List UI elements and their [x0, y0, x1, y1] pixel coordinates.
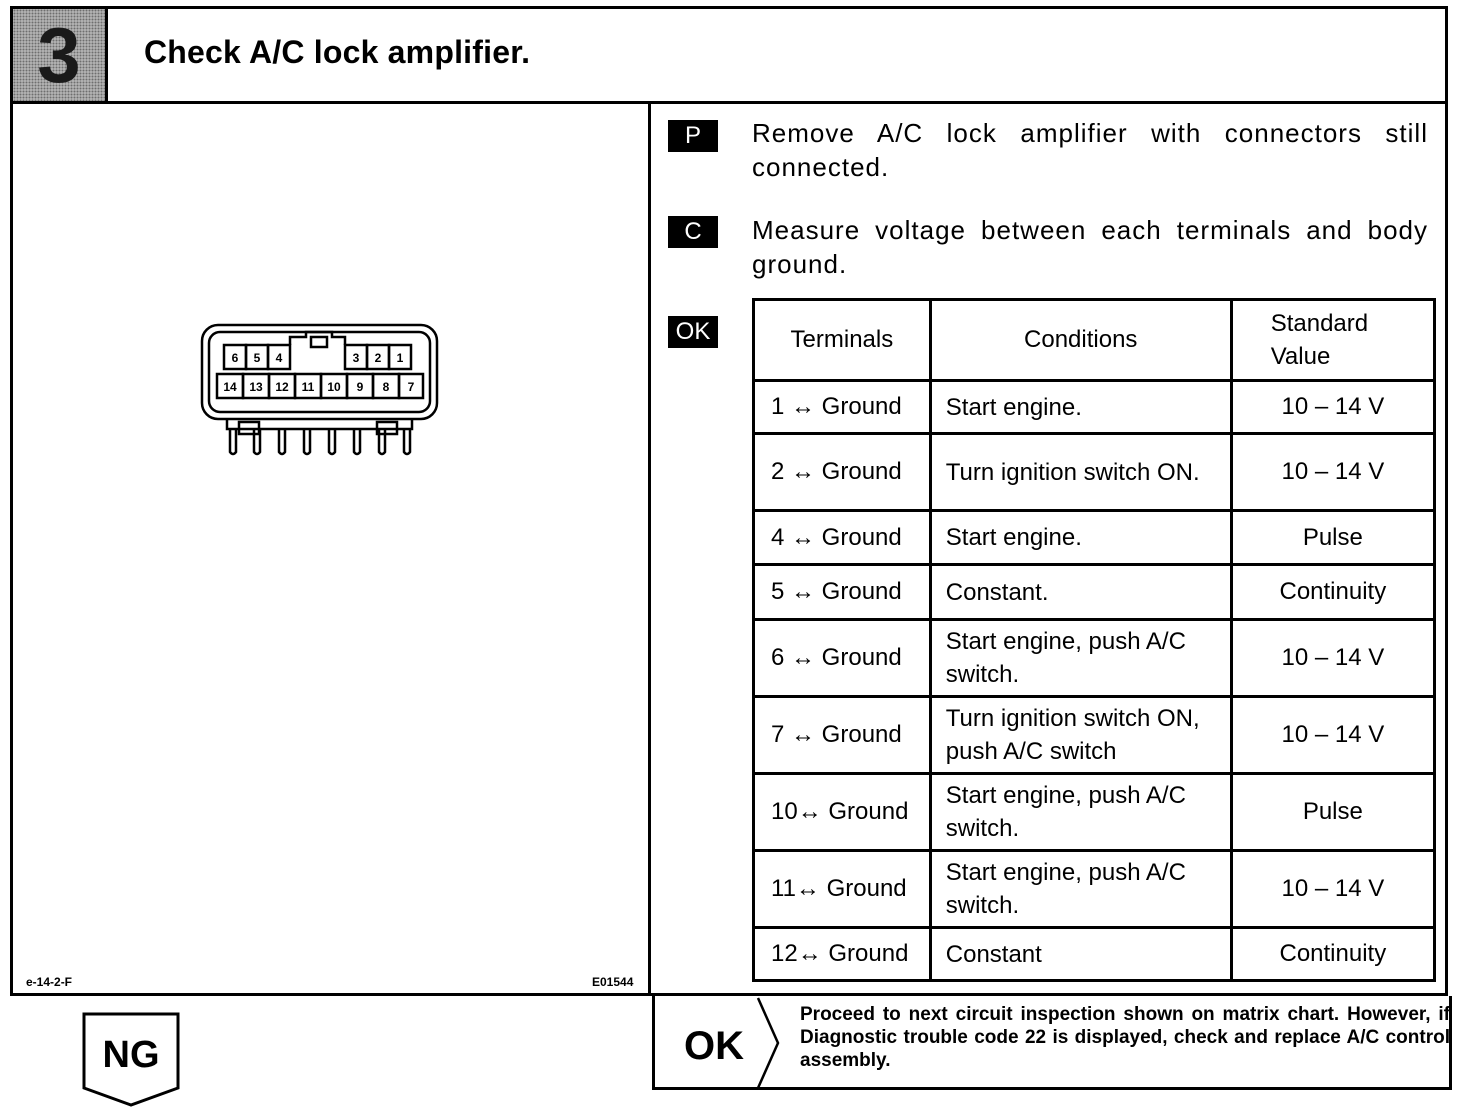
header-standard-line1: Standard [1270, 310, 1369, 337]
condition-cell: Start engine, push A/C switch. [930, 774, 1231, 851]
chevron-right-icon [756, 996, 786, 1090]
terminal-cell: 4 ↔ Ground [754, 511, 931, 565]
table-row [754, 620, 1435, 697]
value-cell: 10 – 14 V [1231, 851, 1434, 928]
terminal-cell: 11↔ Ground [754, 851, 931, 928]
column-divider [648, 101, 651, 996]
pin-label: 3 [352, 351, 360, 365]
prepare-instruction: Remove A/C lock amplifier with connectors still connected. [752, 118, 1428, 182]
terminal-cell: 10↔ Ground [754, 774, 931, 851]
pin-label: 11 [301, 380, 315, 394]
table-header-row [754, 300, 1435, 381]
condition-cell: Start engine, push A/C switch. [930, 620, 1231, 697]
figure-code-left: e-14-2-F [26, 975, 73, 989]
pin-label: 14 [223, 380, 237, 394]
condition-cell: Start engine, push A/C switch. [930, 851, 1231, 928]
step-number: 3 [37, 11, 81, 99]
table-row [754, 565, 1435, 620]
terminal-cell: 6 ↔ Ground [754, 620, 931, 697]
pin-label: 9 [356, 380, 364, 394]
table-row [754, 697, 1435, 774]
terminal-cell: 2 ↔ Ground [754, 434, 931, 511]
value-cell: Continuity [1231, 565, 1434, 620]
header-conditions: Conditions [930, 300, 1231, 381]
condition-cell: Start engine. [930, 511, 1231, 565]
ng-label: NG [102, 1034, 160, 1076]
check-badge: C [668, 216, 718, 248]
table-row [754, 851, 1435, 928]
terminal-cell: 7 ↔ Ground [754, 697, 931, 774]
figure-code-right: E01544 [592, 975, 634, 989]
header-standard-value [1231, 300, 1434, 381]
header-terminals: Terminals [754, 300, 931, 381]
terminal-cell: 5 ↔ Ground [754, 565, 931, 620]
condition-cell: Constant [930, 928, 1231, 981]
pin-label: 6 [231, 351, 239, 365]
pin-label: 2 [374, 351, 382, 365]
pin-label: 13 [249, 380, 263, 394]
header-standard-line2: Value [1270, 343, 1331, 370]
pin-label: 4 [275, 351, 283, 365]
step-number-box [10, 6, 108, 104]
table-row [754, 511, 1435, 565]
condition-cell: Turn ignition switch ON, push A/C switch [930, 697, 1231, 774]
standard-value-table [752, 298, 1436, 982]
value-cell: 10 – 14 V [1231, 697, 1434, 774]
value-cell: 10 – 14 V [1231, 620, 1434, 697]
connector-figure-area [13, 104, 648, 993]
value-cell: Continuity [1231, 928, 1434, 981]
ok-result-label: OK [684, 1024, 744, 1068]
connector-diagram [13, 104, 648, 993]
pin-label: 12 [275, 380, 289, 394]
ok-result-text: Proceed to next circuit inspection shown on matrix chart. However, if Diagnostic trouble code 22 is displayed, check and replace A/C control assembly. [800, 1004, 1450, 1071]
table-row [754, 434, 1435, 511]
step-title: Check A/C lock amplifier. [144, 34, 531, 70]
condition-cell: Constant. [930, 565, 1231, 620]
pin-label: 10 [327, 380, 341, 394]
prepare-badge: P [668, 120, 718, 152]
pin-label: 1 [396, 351, 404, 365]
value-cell: 10 – 14 V [1231, 434, 1434, 511]
condition-cell: Turn ignition switch ON. [930, 434, 1231, 511]
pin-label: 7 [407, 380, 415, 394]
terminal-cell: 1 ↔ Ground [754, 381, 931, 434]
table-row [754, 928, 1435, 981]
value-cell: Pulse [1231, 511, 1434, 565]
terminal-cell: 12↔ Ground [754, 928, 931, 981]
check-instruction: Measure voltage between each terminals and body ground. [752, 215, 1428, 279]
pin-label: 8 [382, 380, 390, 394]
value-cell: Pulse [1231, 774, 1434, 851]
pin-label: 5 [253, 351, 261, 365]
table-row [754, 381, 1435, 434]
value-cell: 10 – 14 V [1231, 381, 1434, 434]
table-row [754, 774, 1435, 851]
condition-cell: Start engine. [930, 381, 1231, 434]
ok-standard-badge: OK [668, 316, 718, 348]
